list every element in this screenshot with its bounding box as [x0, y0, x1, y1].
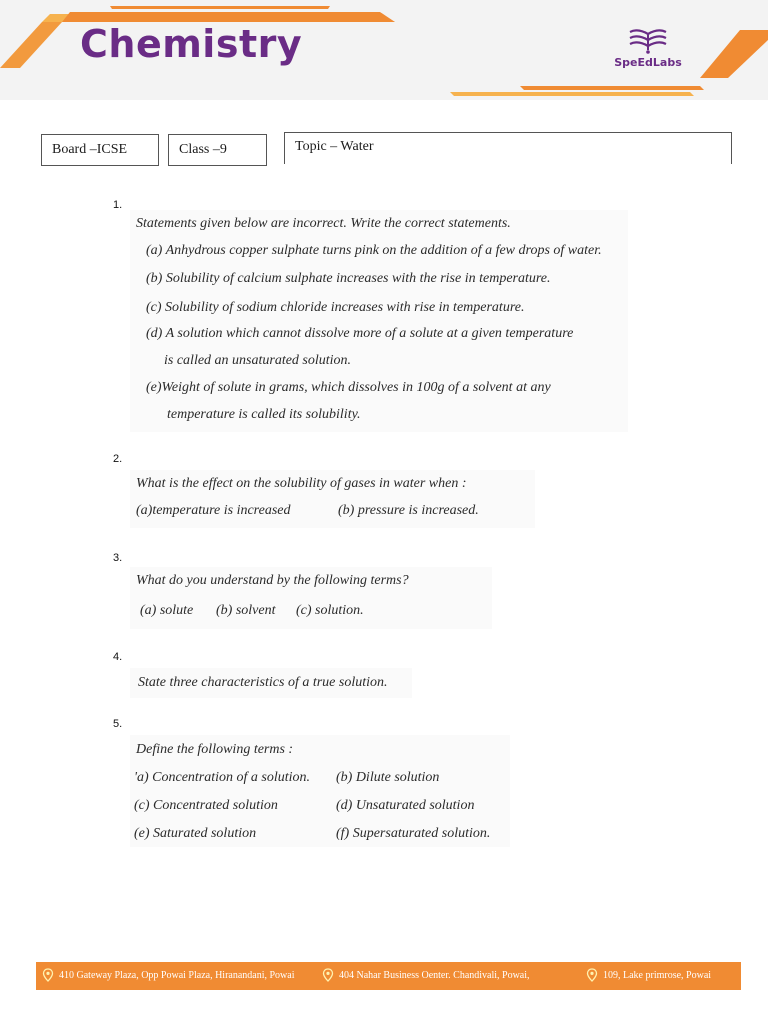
question-line: (c) Concentrated solution	[134, 798, 278, 813]
question-line: temperature is called its solubility.	[167, 407, 361, 422]
question-line: (b) solvent	[216, 603, 276, 618]
footer-address	[322, 968, 530, 982]
topic-box	[284, 132, 732, 164]
question-line: is called an unsaturated solution.	[164, 353, 352, 368]
question-line: (a) solute	[140, 603, 194, 618]
question-line: 'a) Concentration of a solution.	[134, 770, 311, 785]
location-pin-icon	[42, 968, 54, 982]
footer-address-text: 410 Gateway Plaza, Opp Powai Plaza, Hiranandani, Powai	[59, 969, 295, 981]
question-number: 2.	[113, 453, 123, 465]
question-text: What do you understand by the following terms?	[136, 573, 409, 588]
board-box	[41, 134, 159, 166]
question-line: (a) Anhydrous copper sulphate turns pink on the addition of a few drops of water.	[146, 243, 602, 258]
board-label: Board –ICSE	[52, 142, 128, 157]
question-line: (b) Solubility of calcium sulphate increases with the rise in temperature.	[146, 271, 551, 286]
question-line: (d) A solution which cannot dissolve more of a solute at a given temperature	[146, 326, 574, 341]
footer-address	[42, 968, 295, 982]
question-line: (b) Dilute solution	[336, 770, 440, 785]
class-box	[168, 134, 267, 166]
book-icon	[626, 26, 670, 54]
question-number: 5.	[113, 718, 123, 730]
class-label: Class –9	[179, 142, 227, 157]
subject-title: Chemistry	[80, 22, 303, 66]
question-line: (e)Weight of solute in grams, which dissolves in 100g of a solvent at any	[146, 380, 551, 395]
question-text: Statements given below are incorrect. Write the correct statements.	[136, 216, 511, 231]
page-header	[0, 0, 768, 100]
topic-label: Topic – Water	[295, 139, 374, 154]
question-number: 3.	[113, 552, 123, 564]
question-text: What is the effect on the solubility of gases in water when :	[136, 476, 467, 491]
question-line: (a)temperature is increased	[136, 503, 291, 518]
question-line: (b) pressure is increased.	[338, 503, 479, 518]
question-line: (e) Saturated solution	[134, 826, 257, 841]
question-number: 4.	[113, 651, 123, 663]
question-line: (c) Solubility of sodium chloride increases with rise in temperature.	[146, 300, 525, 315]
question-text: Define the following terms :	[136, 742, 294, 757]
page-footer	[36, 962, 741, 990]
logo-wordmark: SpeEdLabs	[614, 56, 682, 69]
question-line: (c) solution.	[296, 603, 364, 618]
location-pin-icon	[586, 968, 598, 982]
question-number: 1.	[113, 199, 123, 211]
footer-address	[586, 968, 711, 982]
question-text: State three characteristics of a true solution.	[138, 675, 388, 690]
footer-address-text: 109, Lake primrose, Powai	[603, 969, 712, 981]
footer-address-text: 404 Nahar Business Oenter. Chandivali, Powai,	[339, 969, 530, 981]
question-line: (d) Unsaturated solution	[336, 798, 475, 813]
question-line: (f) Supersaturated solution.	[336, 826, 491, 841]
speedlabs-logo	[608, 26, 688, 76]
location-pin-icon	[322, 968, 334, 982]
